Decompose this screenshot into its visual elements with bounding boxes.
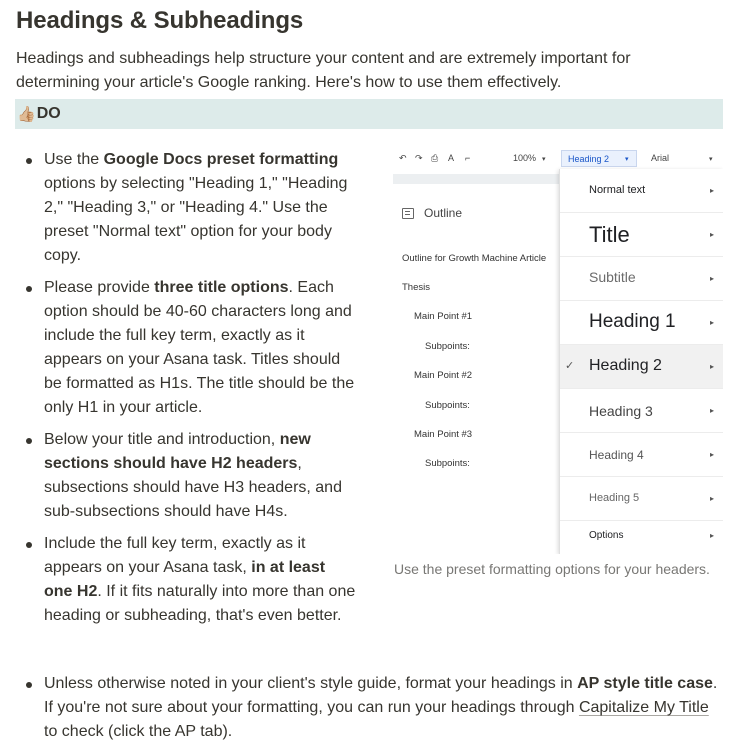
- menu-item-label: Heading 2: [589, 357, 662, 374]
- menu-item-normal-text: [560, 169, 723, 213]
- outline-item: Subpoints:: [425, 400, 470, 411]
- bullet-text: Include the full key term, exactly as it appears on your Asana task,: [44, 535, 306, 576]
- ruler-bar: [393, 174, 563, 184]
- paint-format-icon: ⌐: [465, 153, 471, 163]
- print-icon: ⎙: [431, 153, 439, 163]
- bullet-text: Please provide: [44, 279, 155, 296]
- google-docs-screenshot: [393, 148, 723, 554]
- paragraph-style-menu: [559, 169, 723, 554]
- image-caption: Use the preset formatting options for your headers.: [394, 561, 710, 577]
- bullet-text: Unless otherwise noted in your client's style guide, format your headings in: [44, 675, 578, 692]
- chevron-right-icon: ▸: [709, 406, 714, 415]
- zoom-select: 100%: [513, 153, 537, 163]
- page-title: Headings & Subheadings: [16, 7, 304, 34]
- bullet-text: Use the: [44, 151, 104, 168]
- do-label: DO: [36, 105, 61, 122]
- menu-item-subtitle: [560, 257, 723, 301]
- menu-item-label: Heading 5: [589, 492, 640, 504]
- menu-item-heading-5: [560, 477, 723, 521]
- menu-item-label: Heading 4: [589, 448, 644, 462]
- list-item: [16, 148, 356, 268]
- chevron-right-icon: ▸: [709, 450, 714, 459]
- bullet-text: . Each option should be 40-60 characters long and include the full key term, exactly as it appears on your Asana task. Titles should be formatted as H1s. The title should be the only H1 in your article.: [44, 279, 355, 416]
- do-list: [16, 148, 356, 636]
- bullet-text: Below your title and introduction,: [44, 431, 280, 448]
- list-item: [16, 276, 356, 420]
- chevron-right-icon: ▸: [709, 186, 714, 195]
- outline-item: Outline for Growth Machine Article: [402, 253, 547, 264]
- menu-item-heading-3: [560, 389, 723, 433]
- do-list-continued: [16, 672, 726, 744]
- chevron-right-icon: ▸: [709, 274, 714, 283]
- bullet-text: options by selecting "Heading 1," "Heading 2," "Heading 3," or "Heading 4." Use the preset "Normal text" option for your body copy.: [44, 175, 348, 264]
- outline-icon: [402, 208, 414, 219]
- list-item: [16, 428, 356, 524]
- outline-item: Subpoints:: [425, 341, 470, 352]
- bullet-bold: AP style title case: [577, 675, 713, 692]
- checkmark-icon: ✓: [565, 360, 575, 372]
- chevron-right-icon: ▸: [709, 318, 714, 327]
- thumbs-up-icon: 👍🏼: [17, 105, 36, 123]
- menu-item-options: [560, 521, 723, 554]
- list-item: [16, 532, 356, 628]
- chevron-right-icon: ▸: [709, 531, 714, 540]
- bullet-bold: in at least one H2: [44, 559, 326, 600]
- outline-item: Thesis: [402, 282, 430, 293]
- chevron-right-icon: ▸: [709, 494, 714, 503]
- menu-item-label: Subtitle: [589, 269, 636, 285]
- menu-item-label: Normal text: [589, 184, 646, 196]
- outline-header: [402, 206, 462, 220]
- bullet-text: . If you're not sure about your formatting, you can run your headings through: [44, 675, 718, 716]
- list-item: [16, 672, 726, 744]
- docs-toolbar: [393, 148, 723, 170]
- intro-paragraph: Headings and subheadings help structure your content and are extremely important for determining your article's Google ranking. Here's how to use them effectively.: [16, 50, 631, 91]
- chevron-down-icon: ▾: [542, 156, 546, 163]
- chevron-right-icon: ▸: [709, 362, 714, 371]
- redo-icon: ↷: [415, 153, 423, 163]
- menu-item-heading-1: [560, 301, 723, 345]
- bullet-text: , subsections should have H3 headers, and sub-subsections should have H4s.: [44, 455, 342, 520]
- outline-item: Main Point #2: [414, 370, 473, 381]
- capitalize-my-title-link[interactable]: Capitalize My Title: [578, 699, 709, 716]
- outline-item: Main Point #3: [414, 429, 473, 440]
- outline-item: Main Point #1: [414, 311, 473, 322]
- menu-item-label: Heading 1: [589, 311, 676, 332]
- do-callout: [15, 99, 723, 129]
- bullet-text: . If it fits naturally into more than one heading or subheading, that's even better.: [44, 583, 356, 624]
- chevron-right-icon: ▸: [709, 230, 714, 239]
- style-select: Heading 2: [561, 150, 637, 167]
- menu-item-title: [560, 213, 723, 257]
- menu-item-label: Options: [589, 530, 624, 541]
- menu-item-heading-4: [560, 433, 723, 477]
- outline-title: Outline: [424, 206, 463, 220]
- chevron-down-icon: ▾: [709, 156, 713, 163]
- bullet-text: to check (click the AP tab).: [44, 723, 233, 740]
- font-select: Arial: [651, 153, 670, 163]
- bullet-bold: new sections should have H2 headers: [44, 431, 311, 472]
- menu-item-label: Heading 3: [589, 403, 653, 419]
- bullet-bold: three title options: [154, 279, 289, 296]
- undo-icon: ↶: [399, 153, 407, 163]
- outline-item: Subpoints:: [425, 458, 470, 469]
- chevron-down-icon: ▾: [625, 156, 629, 163]
- menu-item-label: Title: [589, 222, 630, 247]
- bullet-bold: Google Docs preset formatting: [103, 151, 339, 168]
- spellcheck-icon: A: [448, 153, 455, 163]
- menu-item-heading-2: [560, 345, 723, 389]
